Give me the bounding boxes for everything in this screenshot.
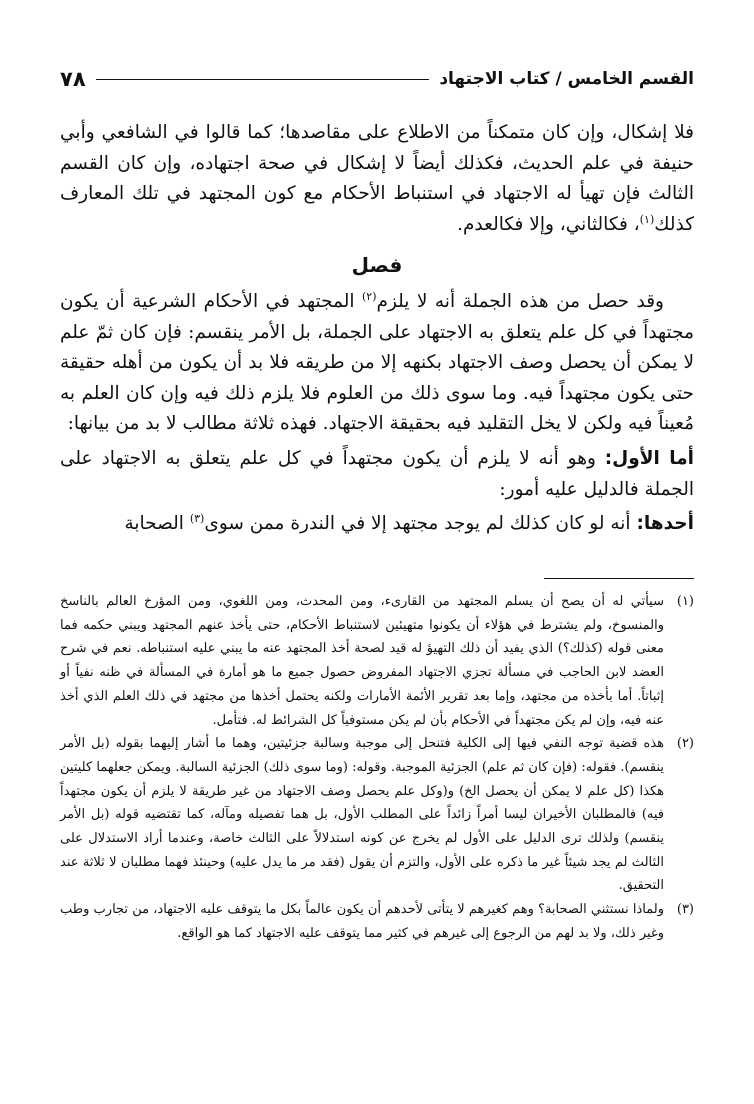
footnote-2 xyxy=(60,732,694,898)
page-number: ٧٨ xyxy=(60,67,86,91)
footnotes xyxy=(60,590,694,946)
footnote-3-number: (٣) xyxy=(676,902,694,918)
paragraph-1-text: فلا إشكال، وإن كان متمكناً من الاطلاع على مقاصدها؛ كما قالوا في الشافعي وأبي حنيفة في علم الحديث، فكذلك أيضاً لا إشكال في صحة اجتهاده، وإن كان القسم الثالث فإن تهيأ له الاجتهاد في استنباط الأحكام مع كون المجتهد في تلك المعارف كذلك xyxy=(60,122,694,235)
section-heading: فصل xyxy=(351,253,403,278)
main-text xyxy=(60,118,694,540)
paragraph-2-text: وقد حصل من هذه الجملة أنه لا يلزم xyxy=(376,290,664,312)
footnote-ref-2: (٢) xyxy=(361,289,377,303)
paragraph-3-lead: أما الأول: xyxy=(604,447,695,469)
paragraph-3 xyxy=(60,444,694,505)
footnote-2-number: (٢) xyxy=(676,736,694,752)
paragraph-4 xyxy=(60,509,694,540)
footnote-ref-3: (٣) xyxy=(189,511,205,525)
footnote-ref-1: (١) xyxy=(639,212,655,226)
paragraph-4-text-after: الصحابة xyxy=(124,513,190,535)
paragraph-3-text: وهو أنه لا يلزم أن يكون مجتهداً في كل علم يتعلق به الاجتهاد على الجملة فالدليل عليه أمور: xyxy=(60,447,694,500)
header-rule xyxy=(96,79,430,80)
paragraph-1 xyxy=(60,118,694,240)
footnote-3 xyxy=(60,898,694,945)
page-header xyxy=(60,62,694,96)
running-title: القسم الخامس / كتاب الاجتهاد xyxy=(439,69,694,89)
footnote-1 xyxy=(60,590,694,732)
paragraph-2-text-after: المجتهد في الأحكام الشرعية أن يكون مجتهداً في كل علم يتعلق به الاجتهاد على الجملة، بل الأمر ينقسم: فإن كان ثمّ علم لا يمكن أن يحصل وصف الاجتهاد بكنهه إلا من طريقه فلا بد أن يكون من أهله حقيقة حتى يكون مجتهداً فيه. وما سوى ذلك من العلوم فلا يلزم ذلك فيه وإن كان العلم به مُعيناً فيه ولكن لا يخل التقليد فيه بحقيقة الاجتهاد. فهذه ثلاثة مطالب لا بد من بيانها: xyxy=(60,290,694,435)
footnote-2-text: هذه قضية توجه النفي فيها إلى الكلية فتنحل إلى موجبة وسالبة جزئيتين، وهما ما أشار إليهما بقوله (بل الأمر ينقسم). فقوله: (فإن كان ثم علم) الجزئية الموجبة. وقوله: (وما سوى ذلك) الجزئية السالبة. ويمكن جعلهما كليتين هكذا (كل علم لا يمكن أن يحصل الخ) و(وكل علم يحصل وصف الاجتهاد من غير طريقة لا يلزم أن يكون مجتهداً فيه) فالمطلبان الأخيران ليسا أمراً زائداً على المطلب الأول، بل هما تفصيله ومآله، كما تقتضيه قوله (بل الأمر ينقسم) ولذلك ترى الدليل على الأول لم يخرج عن كونه استدلالاً على الثالث خاصة، وعندما أراد الاستدلال على الثالث لم يجد شيئاً غير ما ذكره على الأول، والتزم أن يقول (فقد مر ما يدل عليه) وحينئذ فهما مطلبان لا ثلاثة عند التحقيق. xyxy=(60,736,664,894)
paragraph-2 xyxy=(60,287,694,440)
paragraph-1-text-after: ، فكالثاني، وإلا فكالعدم. xyxy=(457,213,640,235)
footnote-1-number: (١) xyxy=(676,594,694,609)
footnote-separator xyxy=(544,578,694,579)
footnote-1-text: سيأتي له أن يصح أن يسلم المجتهد من القارىء، ومن المحدث، ومن اللغوي، ومن المؤرخ العالم بالناسخ والمنسوخ، ولم يشترط في هؤلاء أن يكونوا متهيئين لاستنباط الأحكام، حتى يأخذ عنهم المجتهد ويبني حكمه فما معنى قوله (كذلك؟) الذي يفيد أن ذلك التهيؤ له قيد لصحة أخذ المجتهد عنه ما يبني عليه استنباطه. نعم في شرح العضد لابن الحاجب في مسألة تجزي الاجتهاد المفروض حصول جميع ما هو أمارة في المسألة في ظنه نفياً أو إثباتاً. أما بأخذه من مجتهد، وإما بعد تقرير الأئمة الأمارات ولكنه يحتمل أخذها من مجتهد في ذلك العلم الذي أخذ عنه فيه، وإن لم يكن مجتهداً في الأحكام بأن لم يكن مستوفياً كل الشرائط له. فتأمل. xyxy=(60,594,664,728)
paragraph-4-lead: أحدها: xyxy=(636,513,694,535)
paragraph-4-text: أنه لو كان كذلك لم يوجد مجتهد إلا في الندرة ممن سوى xyxy=(204,513,637,535)
footnote-3-text: ولماذا نستثني الصحابة؟ وهم كغيرهم لا يتأتى لأحدهم أن يكون عالماً بكل ما يتوقف عليه الاجتهاد، من تجارب وطب وغير ذلك، ولا بد لهم من الرجوع إلى غيرهم في كثير مما يتوقف عليه الاجتهاد كما هو الواقع. xyxy=(60,902,664,941)
